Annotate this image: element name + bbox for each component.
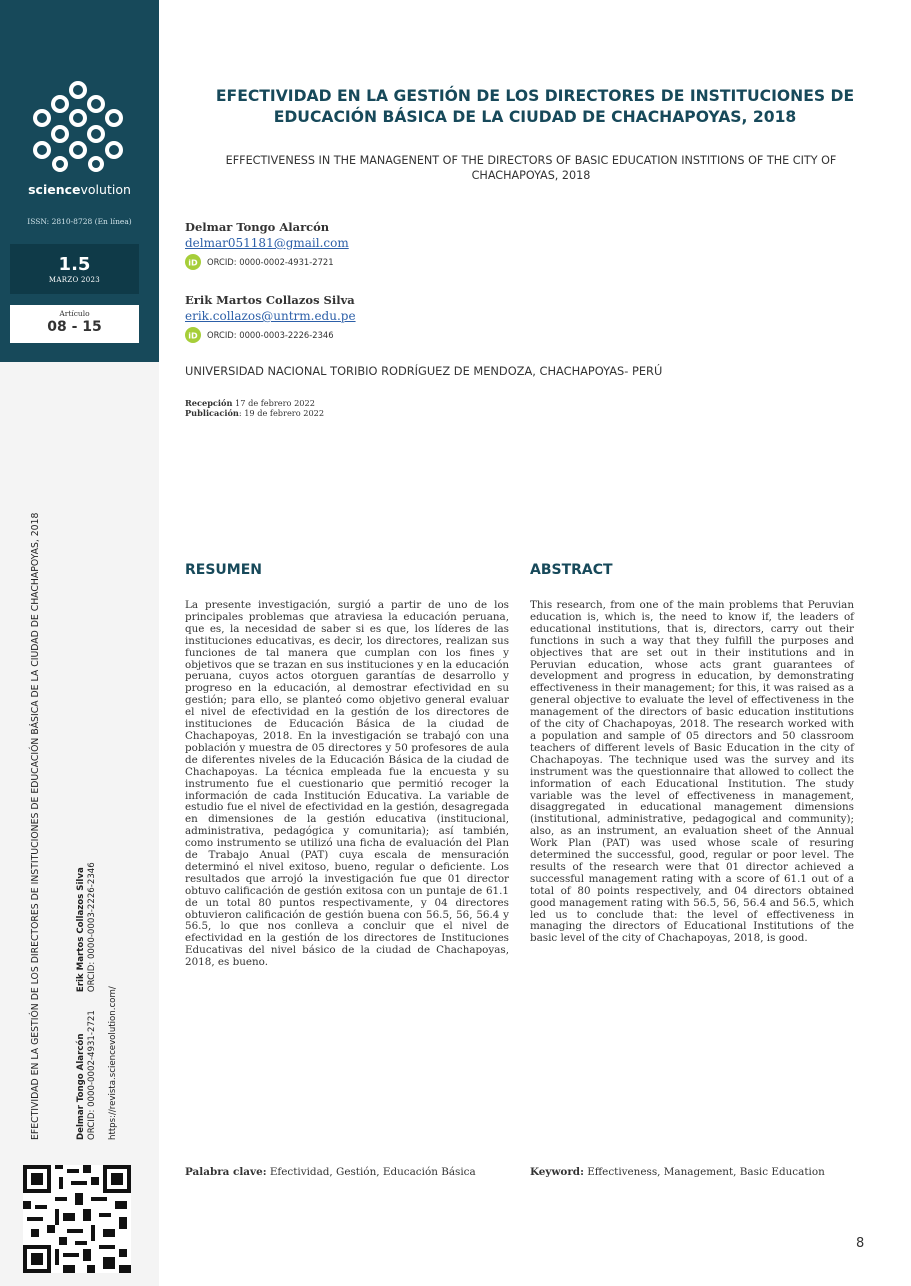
issue-date: MARZO 2023 <box>48 276 101 284</box>
article-main <box>159 0 911 1286</box>
resumen-section <box>185 562 509 969</box>
keyword-values: Effectiveness, Management, Basic Education <box>583 1166 825 1178</box>
svg-text:iD: iD <box>188 258 198 268</box>
orcid-text: ORCID: 0000-0002-4931-2721 <box>207 257 334 267</box>
page-number: 8 <box>856 1236 865 1251</box>
article-label: Artículo <box>59 309 90 318</box>
orcid-icon <box>185 254 201 270</box>
author-name: Erik Martos Collazos Silva <box>185 293 355 307</box>
volume-number: 1.5 <box>58 254 91 275</box>
resumen-keywords <box>185 1166 509 1178</box>
article-pages: 08 - 15 <box>47 319 102 335</box>
rotated-article-title: EFECTIVIDAD EN LA GESTIÓN DE LOS DIRECTORES DE INSTITUCIONES DE EDUCACIÓN BÁSICA DE LA CIUDAD DE CHACHAPOYAS, 2018 <box>30 512 41 1140</box>
affiliation: UNIVERSIDAD NACIONAL TORIBIO RODRÍGUEZ DE MENDOZA, CHACHAPOYAS- PERÚ <box>185 364 663 378</box>
keyword-values: Efectividad, Gestión, Educación Básica <box>266 1166 476 1178</box>
keyword-label: Keyword: <box>530 1166 584 1178</box>
abstract-text: This research, from one of the main problems that Peruvian education is, which is, the need to know if, the leaders of educational institutions, that is, directors, carry out their functions in such a way that they fulfill the purposes and objectives that are set out in their institutions and in Peruvian education, whose acts grant guarantees of development and progress in education, by demonstrating effectiveness in their management; for this, it was raised as a general objective to evaluate the level of effectiveness in the management of the directors of basic education institutions of the city of Chachapoyas, 2018. The research worked with a population and sample of 05 directors and 50 classroom teachers of different levels of Basic Education in the city of Chachapoyas. The technique used was the survey and its instrument was the questionnaire that allowed to collect the information of each Educational Institution. The study variable was the level of effectiveness in management, disaggregated in educational management dimensions (institutional, administrative, pedagogical and community); also, as an instrument, an evaluation sheet of the Annual Work Plan (PAT) was used whose scale of resuring determined the successful, good, regular or poor level. The results of the research were that 01 director achieved a successful management rating with a score of 61.1 out of a total of 80 points respectively, and 04 directors obtained good management rating with 56.5, 56, 56.4 and 56.5, which led us to conclude that: the level of effectiveness in managing the directors of Educational Institutions of the basic level of the city of Chachapoyas, 2018, is good. <box>530 599 854 945</box>
abstract-keywords <box>530 1166 854 1178</box>
journal-brand: sciencevolution <box>28 182 131 197</box>
orcid-icon <box>185 327 201 343</box>
received-label: Recepción <box>185 398 233 408</box>
abstract-section <box>530 562 854 945</box>
issn: ISSN: 2810-8728 (En línea) <box>27 217 132 226</box>
rotated-author1-name: Delmar Tongo Alarcón <box>76 1033 86 1140</box>
journal-sidebar <box>0 0 159 362</box>
orcid-text: ORCID: 0000-0003-2226-2346 <box>207 330 334 340</box>
author-name: Delmar Tongo Alarcón <box>185 220 330 234</box>
author-block-1 <box>185 220 585 270</box>
resumen-text: La presente investigación, surgió a partir de uno de los principales problemas que atraviesa la educación peruana, que es, la necesidad de saber si es que, los líderes de las instituciones educativas, es decir, los directores, realizan sus funciones de tal manera que cumplan con los fines y objetivos que se trazan en sus instituciones y en la educación peruana, cuyos actos otorguen garantías de desarrollo y progreso en la educación, al demostrar efectividad en su gestión; para ello, se planteó como objetivo general evaluar el nivel de efectividad en la gestión de los directores de instituciones de Educación Básica de la ciudad de Chachapoyas, 2018. En la investigación se trabajó con una población y muestra de 05 directores y 50 profesores de aula de diferentes niveles de la Educación Básica de la ciudad de Chachapoyas. La técnica empleada fue la encuesta y su instrumento fue el cuestionario que permitió recoger la información de cada Institución Educativa. La variable de estudio fue el nivel de efectividad en la gestión, desagregada en dimensiones de la gestión educativa (institucional, administrativa, pedagógica y comunitaria); así también, como instrumento se utilizó una ficha de evaluación del Plan de Trabajo Anual (PAT) cuya escala de mensuración determinó el nivel exitoso, bueno, regular o deficiente. Los resultados que arrojó la investigación fue que 01 director obtuvo calificación de gestión exitosa con un puntaje de 61.1 de un total 80 puntos respectivamente, y 04 directores obtuvieron calificación de gestión buena con 56.5, 56, 56.4 y 56.5, lo que nos conlleva a concluir que el nivel de efectividad en la gestión de los directores de Instituciones Educativas del nivel básico de la ciudad de Chachapoyas, 2018, es bueno. <box>185 599 509 969</box>
author-block-2 <box>185 293 585 343</box>
resumen-heading: RESUMEN <box>185 562 263 578</box>
article-dates <box>185 398 324 418</box>
author-email-link[interactable]: delmar051181@gmail.com <box>185 236 349 250</box>
journal-url-link[interactable]: https://revista.sciencevolution.com/ <box>108 986 118 1140</box>
published-label: Publicación <box>185 408 239 418</box>
published-date: : 19 de febrero 2022 <box>238 408 325 418</box>
sidebar-citation-strip <box>0 362 159 1286</box>
keyword-label: Palabra clave: <box>185 1166 267 1178</box>
abstract-heading: ABSTRACT <box>530 562 613 578</box>
sciencevolution-logo-icon <box>30 78 126 174</box>
volume-box <box>10 244 139 294</box>
author-email-link[interactable]: erik.collazos@untrm.edu.pe <box>185 309 356 323</box>
article-pages-box <box>10 305 139 343</box>
rotated-author2-orcid: ORCID: 0000-0003-2226-2346 <box>87 862 97 993</box>
article-subtitle: EFFECTIVENESS IN THE MANAGENENT OF THE DIRECTORS OF BASIC EDUCATION INSTITIONS OF THE CITY OF CHACHAPOYAS, 2018 <box>225 154 837 182</box>
author-orcid[interactable] <box>185 327 585 343</box>
svg-text:iD: iD <box>188 331 198 341</box>
rotated-author2-name: Erik Martos Collazos Silva <box>76 867 86 993</box>
rotated-authors <box>76 862 98 1140</box>
received-date: 17 de febrero 2022 <box>232 398 315 408</box>
rotated-author1-orcid: ORCID: 0000-0002-4931-2721 <box>87 1010 97 1140</box>
article-title: EFECTIVIDAD EN LA GESTIÓN DE LOS DIRECTORES DE INSTITUCIONES DE EDUCACIÓN BÁSICA DE LA CIUDAD DE CHACHAPOYAS, 2018 <box>215 87 855 126</box>
author-orcid[interactable] <box>185 254 585 270</box>
qr-code-icon[interactable] <box>23 1165 131 1273</box>
